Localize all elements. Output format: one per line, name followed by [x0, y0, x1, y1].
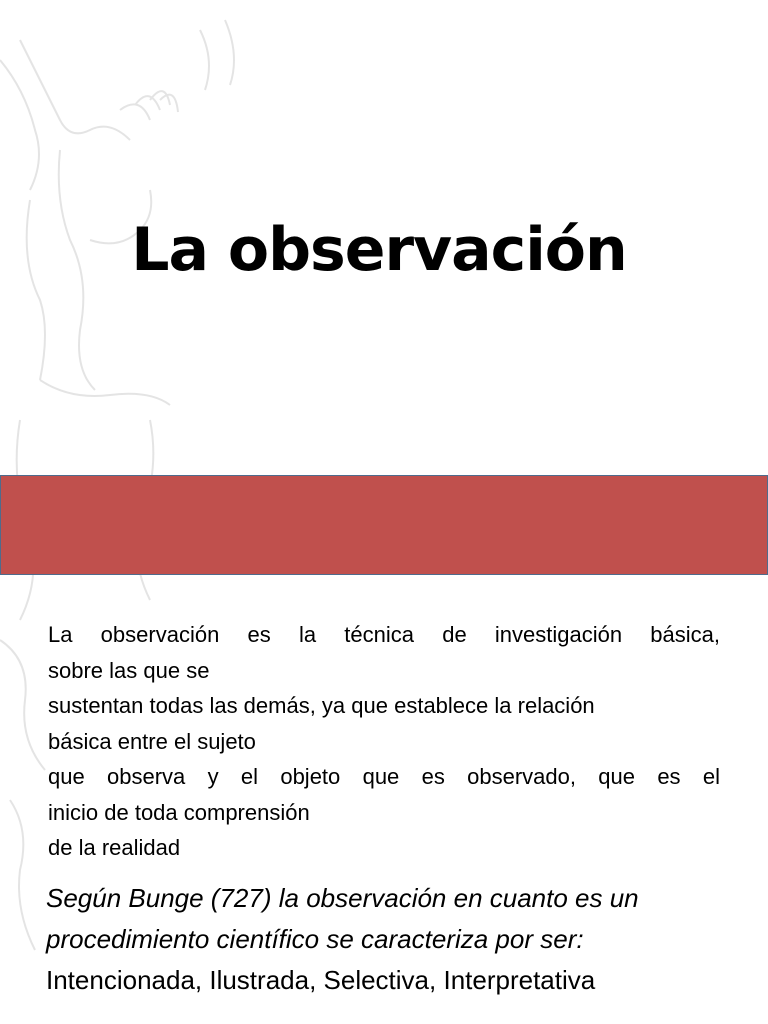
paragraph-line: de la realidad — [48, 835, 181, 860]
paragraph-line: básica entre el sujeto — [48, 728, 256, 754]
characteristics-list: Intencionada, Ilustrada, Selectiva, Interpretativa — [46, 965, 596, 995]
red-banner — [0, 475, 768, 575]
definition-paragraph — [48, 617, 720, 866]
paragraph-line: que observa y el objeto que es observado, que es el — [48, 764, 720, 789]
bunge-quote — [46, 878, 756, 1001]
paragraph-line: sustentan todas las demás, ya que establece la relación — [48, 693, 595, 718]
paragraph-line: sobre las que se — [48, 657, 210, 683]
quote-line: Según Bunge (727) la observación en cuanto es un — [46, 883, 639, 913]
quote-line: procedimiento científico se caracteriza por ser: — [46, 924, 584, 954]
paragraph-line: inicio de toda comprensión — [48, 799, 310, 825]
paragraph-line: La observación es la técnica de investigación básica, — [48, 622, 720, 647]
slide-title: La observación — [131, 215, 627, 285]
